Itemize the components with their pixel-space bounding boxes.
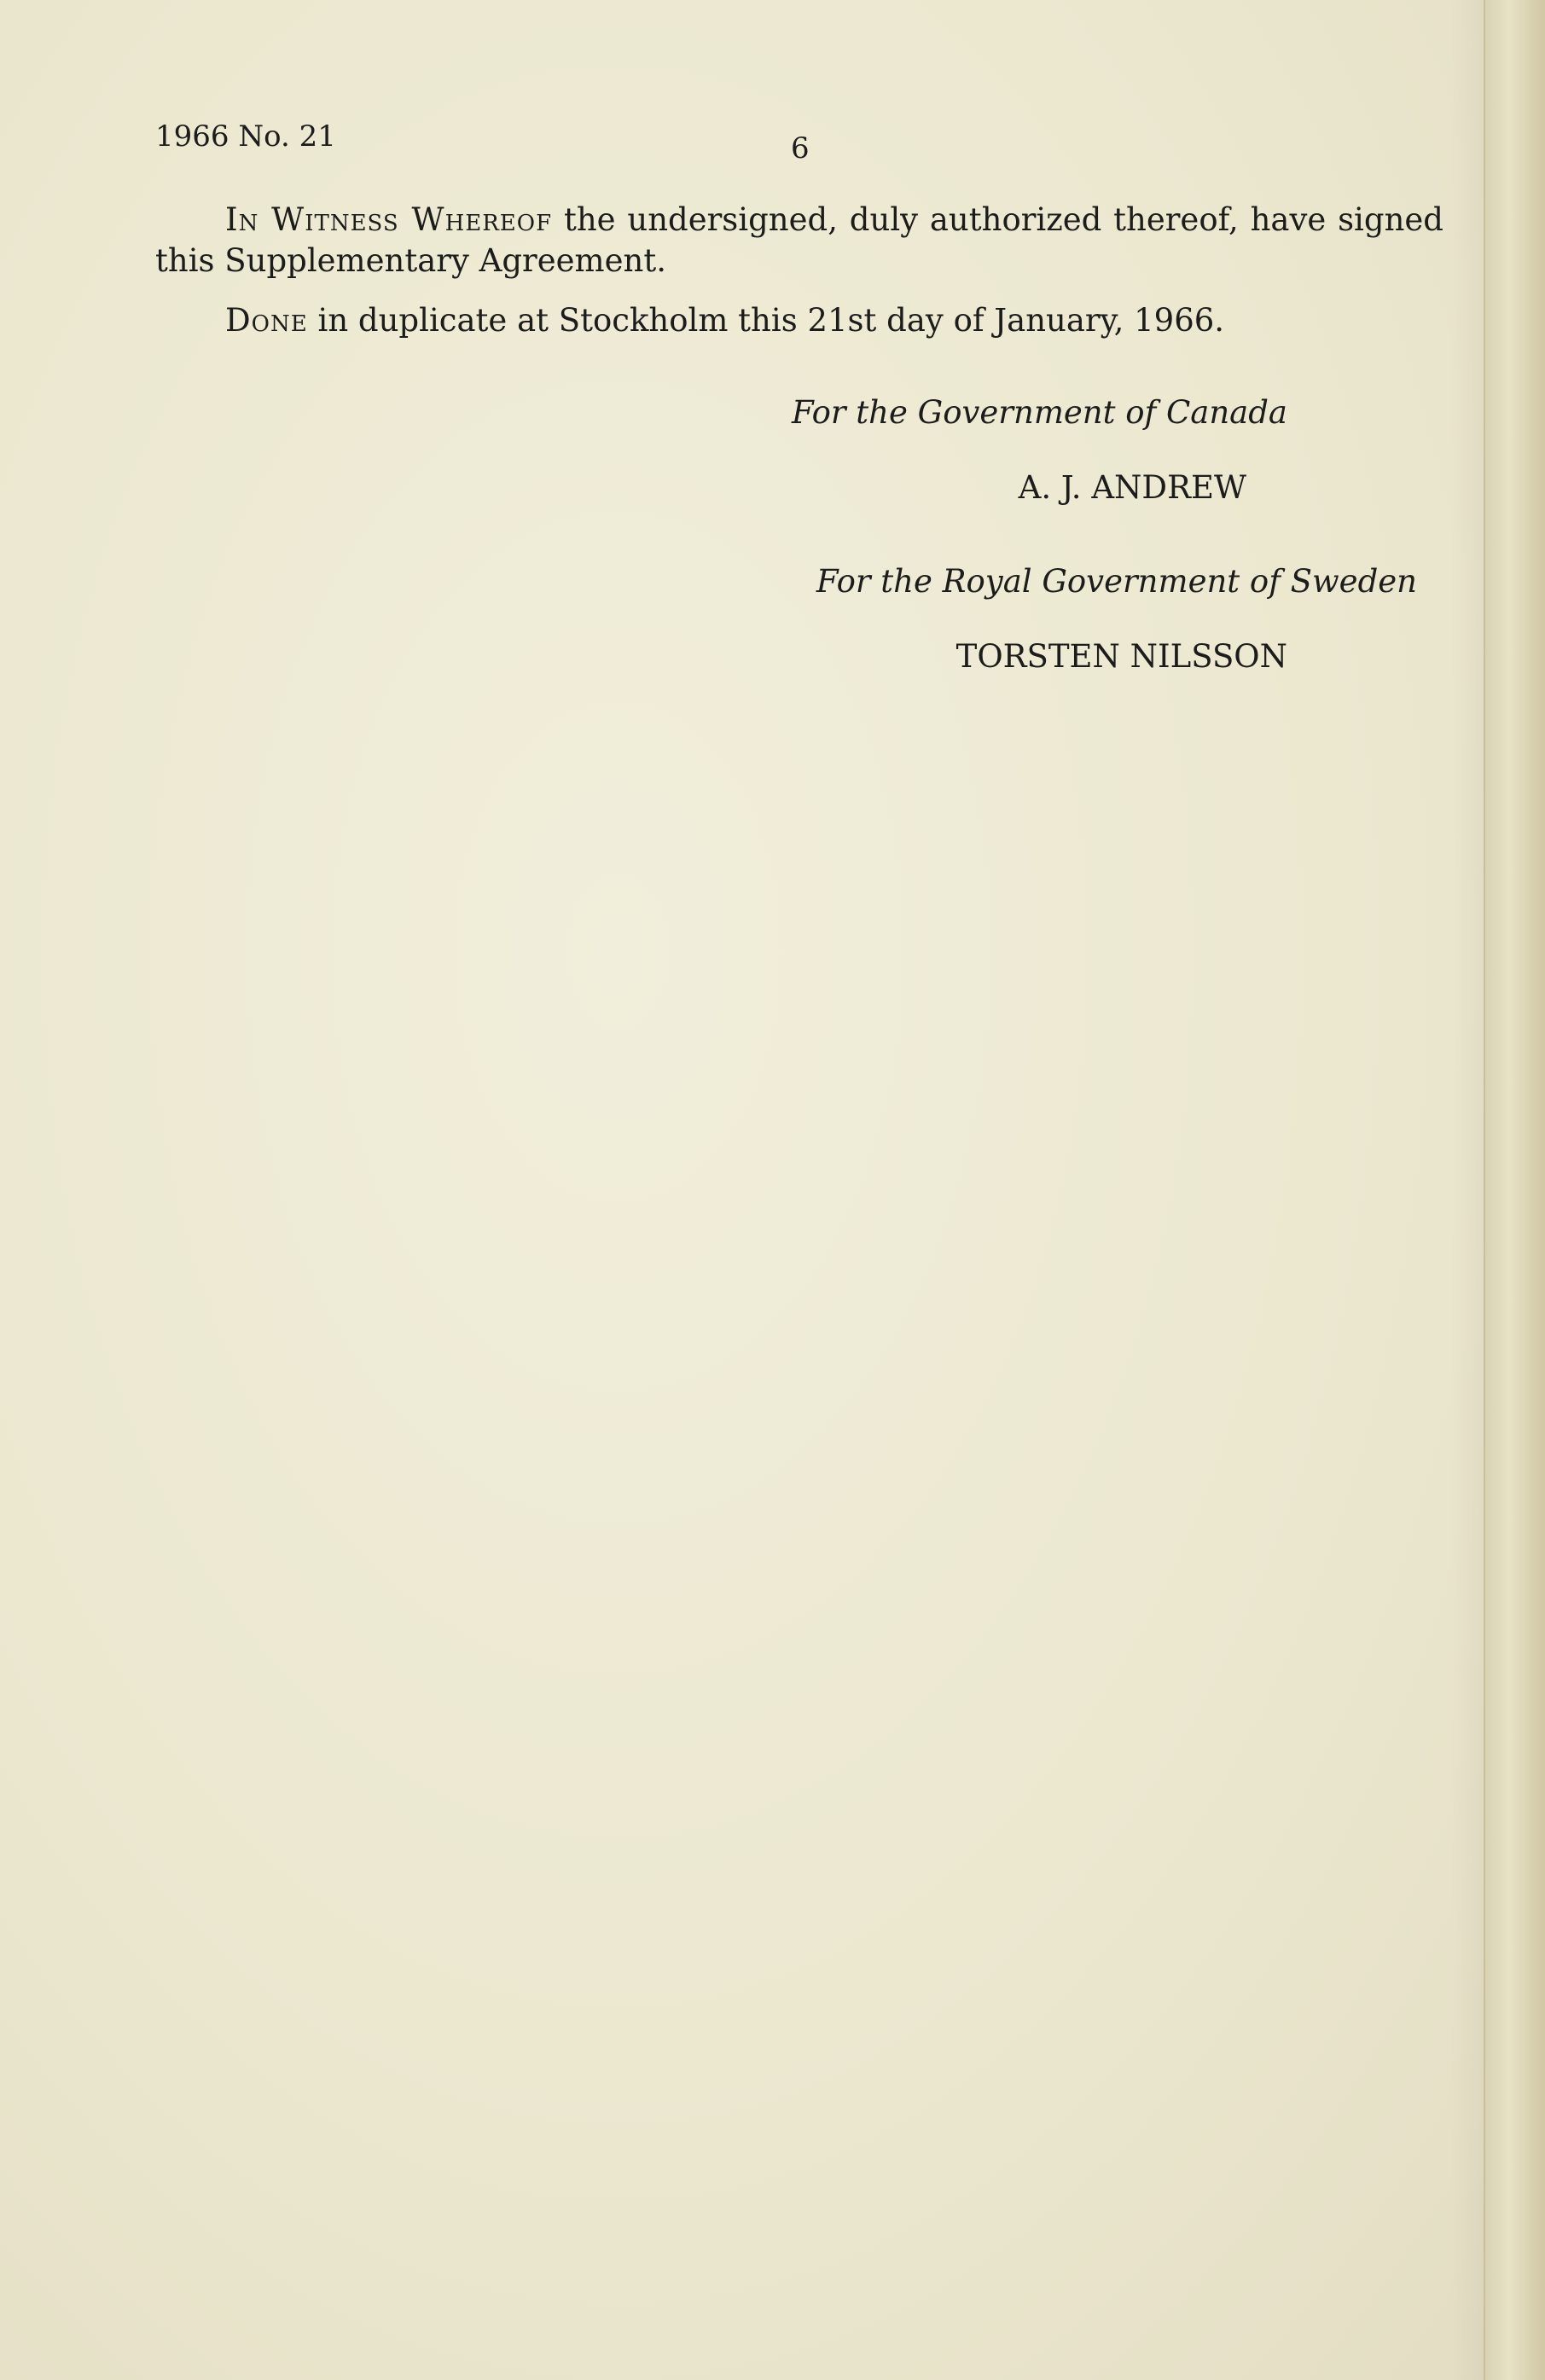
page-header: [155, 119, 1435, 171]
done-text: in duplicate at Stockholm this 21st day of January, 1966.: [307, 302, 1225, 339]
binding-shadow: [1451, 0, 1485, 2380]
page-binding-edge: [1484, 0, 1545, 2380]
done-lead: Done: [225, 302, 308, 339]
canada-government-label: For the Government of Canada: [791, 394, 1287, 431]
canada-signatory: A. J. ANDREW: [1018, 469, 1246, 506]
sweden-government-label: For the Royal Government of Sweden: [816, 563, 1417, 600]
witness-text: the undersigned, duly authorized thereof, have signed this Supplementary Agreement.: [155, 201, 1443, 279]
sweden-signatory: TORSTEN NILSSON: [955, 638, 1287, 675]
witness-lead: In Witness Whereof: [225, 201, 553, 238]
done-paragraph: [155, 300, 1443, 341]
page-number: 6: [791, 131, 810, 165]
document-number: 1966 No. 21: [155, 119, 336, 154]
witness-paragraph: [155, 200, 1443, 282]
